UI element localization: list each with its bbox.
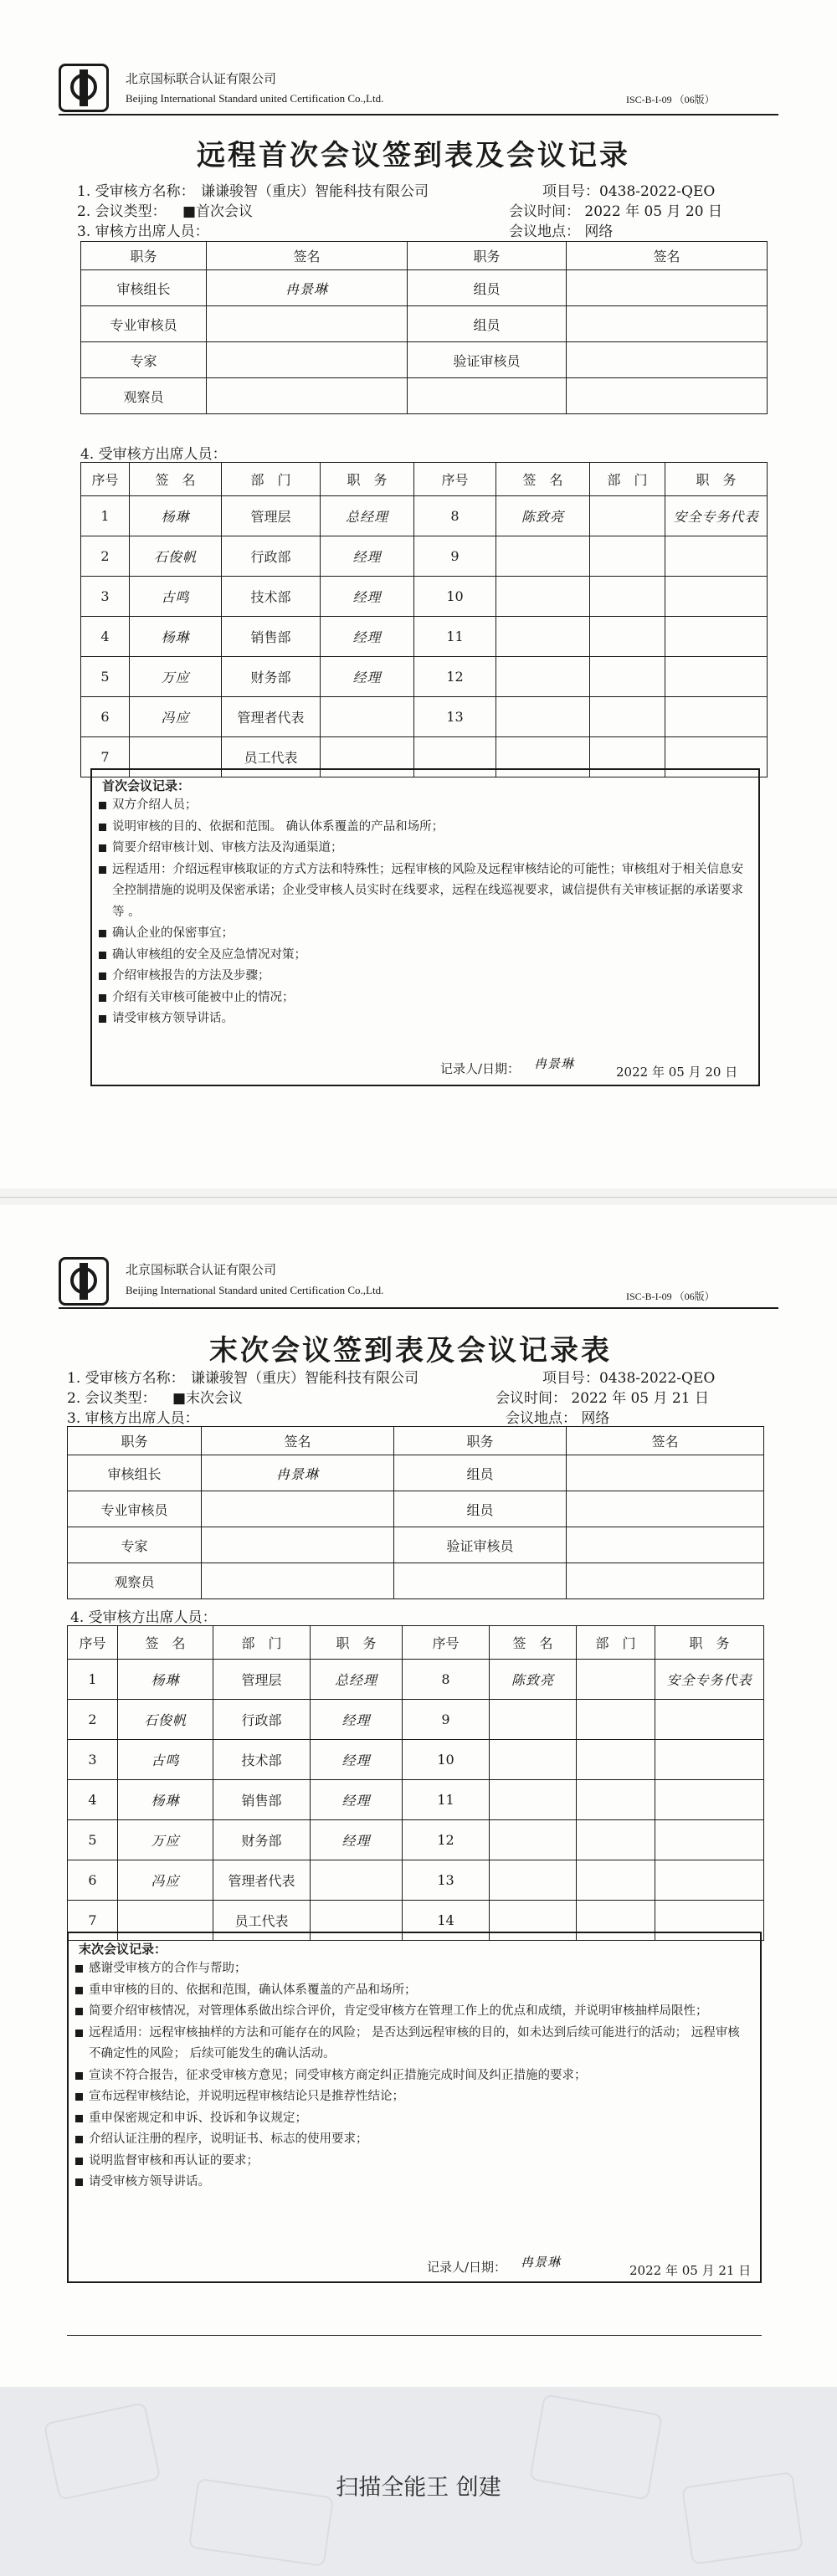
meeting-location: 会议地点： 网络 bbox=[506, 1410, 610, 1427]
list-item: 宣布远程审核结论，并说明远程审核结论只是推荐性结论； bbox=[74, 2086, 752, 2108]
signature-cell bbox=[496, 577, 590, 617]
closing-meeting-page bbox=[0, 1205, 837, 2387]
meeting-notes-box bbox=[67, 1932, 762, 2283]
row-number: 10 bbox=[403, 1740, 490, 1780]
signature-cell: 杨琳 bbox=[118, 1660, 213, 1700]
col-header: 签名 bbox=[202, 1427, 394, 1455]
department-cell bbox=[590, 617, 665, 657]
recorder-signature: 冉景琳 bbox=[534, 1056, 575, 1071]
signature-cell bbox=[496, 617, 590, 657]
position-cell: 安全专务代表 bbox=[665, 496, 768, 536]
signature-cell: 石俊帆 bbox=[118, 1700, 213, 1740]
row-number: 9 bbox=[403, 1700, 490, 1740]
signature-cell: 陈致亮 bbox=[490, 1660, 577, 1700]
row-number: 3 bbox=[68, 1740, 118, 1780]
notes-list bbox=[74, 1958, 752, 2194]
position-cell bbox=[655, 1780, 764, 1820]
signature-cell: 万应 bbox=[118, 1820, 213, 1860]
position-cell: 经理 bbox=[311, 1700, 403, 1740]
signature-cell bbox=[490, 1780, 577, 1820]
col-header: 序号 bbox=[81, 463, 130, 496]
client-attendees-label: 4. 受审核方出席人员： bbox=[70, 1609, 217, 1626]
table-row bbox=[68, 1820, 764, 1860]
list-item: 远程适用：介绍远程审核取证的方式方法和特殊性；远程审核的风险及远程审核结论的可能性；审核组对于相关信息安全控制措施的说明及保密承诺；企业受审核人员实时在线要求，远程在线巡视要求，诚信提供有关审核证据的承诺要求等 。 bbox=[97, 860, 750, 924]
signature-cell: 冯应 bbox=[118, 1860, 213, 1901]
meeting-location: 会议地点： 网络 bbox=[509, 223, 614, 240]
role-cell: 组员 bbox=[408, 306, 567, 342]
row-number: 11 bbox=[403, 1780, 490, 1820]
signature-cell: 冯应 bbox=[130, 697, 222, 737]
signature-cell: 陈致亮 bbox=[496, 496, 590, 536]
col-header: 职务 bbox=[408, 242, 567, 270]
client-attendees-label: 4. 受审核方出席人员： bbox=[80, 446, 227, 463]
signature-cell bbox=[567, 1455, 764, 1491]
position-cell bbox=[321, 697, 414, 737]
department-cell: 销售部 bbox=[222, 617, 321, 657]
table-row bbox=[81, 617, 768, 657]
role-cell: 组员 bbox=[394, 1455, 567, 1491]
row-number: 9 bbox=[414, 536, 496, 577]
signature-cell: 石俊帆 bbox=[130, 536, 222, 577]
col-header: 部 门 bbox=[222, 463, 321, 496]
col-header: 序号 bbox=[68, 1626, 118, 1660]
signature-cell bbox=[567, 306, 768, 342]
recorder-date: 2022 年 05 月 21 日 bbox=[629, 2263, 752, 2278]
table-row bbox=[81, 536, 768, 577]
org-name-cn: 北京国标联合认证有限公司 bbox=[126, 71, 277, 86]
page-title: 末次会议签到表及会议记录表 bbox=[209, 1334, 612, 1368]
role-cell: 验证审核员 bbox=[394, 1527, 567, 1563]
position-cell: 经理 bbox=[311, 1820, 403, 1860]
row-number: 6 bbox=[81, 697, 130, 737]
signature-cell bbox=[567, 1563, 764, 1599]
table-row bbox=[81, 577, 768, 617]
notes-list bbox=[97, 795, 750, 1030]
client-attendance-table bbox=[67, 1625, 764, 1941]
position-cell: 总经理 bbox=[321, 496, 414, 536]
page-title: 远程首次会议签到表及会议记录 bbox=[197, 139, 630, 172]
position-cell: 安全专务代表 bbox=[655, 1660, 764, 1700]
col-header: 签 名 bbox=[118, 1626, 213, 1660]
col-header: 签名 bbox=[567, 242, 768, 270]
row-number: 1 bbox=[68, 1660, 118, 1700]
role-cell bbox=[408, 378, 567, 414]
list-item: 简要介绍审核情况，对管理体系做出综合评价，肯定受审核方在管理工作上的优点和成绩，并说明审核抽样局限性； bbox=[74, 2001, 752, 2023]
department-cell: 技术部 bbox=[222, 577, 321, 617]
col-header: 职 务 bbox=[311, 1626, 403, 1660]
list-item: 介绍有关审核可能被中止的情况； bbox=[97, 988, 750, 1009]
position-cell bbox=[311, 1860, 403, 1901]
department-cell bbox=[590, 577, 665, 617]
auditor-attendees-label: 3. 审核方出席人员： bbox=[67, 1410, 199, 1427]
row-number: 1 bbox=[81, 496, 130, 536]
col-header: 签名 bbox=[567, 1427, 764, 1455]
signature-cell bbox=[567, 342, 768, 378]
recorder-date: 2022 年 05 月 20 日 bbox=[616, 1065, 738, 1080]
role-cell: 验证审核员 bbox=[408, 342, 567, 378]
auditor-attendance-table bbox=[80, 241, 768, 414]
list-item: 远程适用：远程审核抽样的方法和可能存在的风险； 是否达到远程审核的目的，如未达到后续可能进行的活动； 远程审核不确定性的风险； 后续可能发生的确认活动。 bbox=[74, 2023, 752, 2065]
role-cell bbox=[394, 1563, 567, 1599]
first-meeting-page bbox=[0, 0, 837, 1188]
row-number: 2 bbox=[81, 536, 130, 577]
meeting-notes-box bbox=[90, 768, 760, 1086]
row-number: 5 bbox=[68, 1820, 118, 1860]
role-cell: 审核组长 bbox=[68, 1455, 202, 1491]
col-header: 签 名 bbox=[496, 463, 590, 496]
role-cell: 组员 bbox=[394, 1491, 567, 1527]
list-item: 重申审核的目的、依据和范围，确认体系覆盖的产品和场所； bbox=[74, 1980, 752, 2002]
position-cell: 经理 bbox=[321, 536, 414, 577]
row-number: 6 bbox=[68, 1860, 118, 1901]
col-header: 部 门 bbox=[590, 463, 665, 496]
list-item: 说明审核的目的、依据和范围。 确认体系覆盖的产品和场所； bbox=[97, 817, 750, 839]
position-cell bbox=[665, 577, 768, 617]
signature-cell bbox=[496, 536, 590, 577]
position-cell bbox=[655, 1700, 764, 1740]
meeting-time: 会议时间： 2022 年 05 月 20 日 bbox=[509, 203, 722, 220]
signature-cell bbox=[496, 697, 590, 737]
list-item: 宣读不符合报告，征求受审核方意见；同受审核方商定纠正措施完成时间及纠正措施的要求； bbox=[74, 2065, 752, 2087]
department-cell bbox=[577, 1700, 655, 1740]
signature-cell: 冉景琳 bbox=[202, 1455, 394, 1491]
col-header: 部 门 bbox=[577, 1626, 655, 1660]
list-item: 说明监督审核和再认证的要求； bbox=[74, 2151, 752, 2173]
signature-cell bbox=[207, 342, 408, 378]
department-cell bbox=[577, 1860, 655, 1901]
signature-cell bbox=[567, 1491, 764, 1527]
signature-cell bbox=[490, 1860, 577, 1901]
header-rule bbox=[59, 1307, 778, 1309]
department-cell bbox=[577, 1820, 655, 1860]
table-row bbox=[68, 1780, 764, 1820]
col-header: 序号 bbox=[403, 1626, 490, 1660]
project-number: 项目号：0438-2022-QEO bbox=[542, 183, 716, 200]
department-cell: 管理者代表 bbox=[213, 1860, 311, 1901]
list-item: 请受审核方领导讲话。 bbox=[74, 2172, 752, 2194]
department-cell: 行政部 bbox=[222, 536, 321, 577]
department-cell: 管理层 bbox=[213, 1660, 311, 1700]
department-cell: 员工代表 bbox=[213, 1901, 311, 1941]
role-cell: 专家 bbox=[68, 1527, 202, 1563]
department-cell bbox=[590, 657, 665, 697]
row-number: 4 bbox=[68, 1780, 118, 1820]
col-header: 职 务 bbox=[321, 463, 414, 496]
signature-cell: 杨琳 bbox=[130, 617, 222, 657]
list-item: 介绍认证注册的程序，说明证书、标志的使用要求； bbox=[74, 2129, 752, 2151]
auditor-attendees-label: 3. 审核方出席人员： bbox=[77, 223, 209, 240]
doc-number: ISC-B-I-09 （06版） bbox=[626, 1291, 715, 1302]
department-cell bbox=[577, 1660, 655, 1700]
notes-title: 首次会议记录： bbox=[102, 778, 191, 793]
list-item: 重申保密规定和申诉、投诉和争议规定； bbox=[74, 2108, 752, 2130]
row-number: 7 bbox=[68, 1901, 118, 1941]
table-row bbox=[68, 1860, 764, 1901]
role-cell: 专业审核员 bbox=[81, 306, 207, 342]
position-cell bbox=[665, 617, 768, 657]
signature-cell: 杨琳 bbox=[130, 496, 222, 536]
col-header: 签名 bbox=[207, 242, 408, 270]
client-name: 谦谦骏智（重庆）智能科技有限公司 bbox=[201, 183, 429, 200]
position-cell bbox=[665, 657, 768, 697]
department-cell: 行政部 bbox=[213, 1700, 311, 1740]
position-cell: 经理 bbox=[321, 577, 414, 617]
row-number: 11 bbox=[414, 617, 496, 657]
meeting-type-label: 2. 会议类型： bbox=[77, 203, 167, 220]
department-cell bbox=[590, 536, 665, 577]
recorder-signature: 冉景琳 bbox=[521, 2255, 562, 2270]
col-header: 签 名 bbox=[130, 463, 222, 496]
position-cell: 经理 bbox=[311, 1740, 403, 1780]
role-cell: 观察员 bbox=[81, 378, 207, 414]
row-number: 4 bbox=[81, 617, 130, 657]
department-cell bbox=[590, 697, 665, 737]
row-number: 13 bbox=[414, 697, 496, 737]
department-cell: 员工代表 bbox=[222, 737, 321, 777]
row-number: 8 bbox=[414, 496, 496, 536]
list-item: 感谢受审核方的合作与帮助； bbox=[74, 1958, 752, 1980]
project-number: 项目号：0438-2022-QEO bbox=[542, 1370, 716, 1387]
position-cell: 总经理 bbox=[311, 1660, 403, 1700]
signature-cell bbox=[490, 1740, 577, 1780]
table-row bbox=[68, 1700, 764, 1740]
col-header: 职务 bbox=[81, 242, 207, 270]
company-logo-icon bbox=[59, 64, 109, 112]
signature-cell: 冉景琳 bbox=[207, 270, 408, 306]
role-cell: 专家 bbox=[81, 342, 207, 378]
col-header: 签 名 bbox=[490, 1626, 577, 1660]
position-cell: 经理 bbox=[311, 1780, 403, 1820]
row-number: 5 bbox=[81, 657, 130, 697]
doc-number: ISC-B-I-09 （06版） bbox=[626, 94, 715, 105]
signature-cell: 万应 bbox=[130, 657, 222, 697]
signature-cell bbox=[567, 378, 768, 414]
recorder-label: 记录人/日期： bbox=[440, 1061, 521, 1076]
signature-cell bbox=[567, 270, 768, 306]
signature-cell: 古鸣 bbox=[130, 577, 222, 617]
client-name-label: 1. 受审核方名称： bbox=[77, 183, 195, 200]
org-name-cn: 北京国标联合认证有限公司 bbox=[126, 1262, 277, 1277]
role-cell: 审核组长 bbox=[81, 270, 207, 306]
bottom-rule bbox=[67, 2335, 762, 2336]
role-cell: 专业审核员 bbox=[68, 1491, 202, 1527]
row-number: 12 bbox=[414, 657, 496, 697]
table-row bbox=[68, 1740, 764, 1780]
client-name-label: 1. 受审核方名称： bbox=[67, 1370, 185, 1387]
position-cell: 经理 bbox=[321, 657, 414, 697]
company-logo-icon bbox=[59, 1257, 109, 1306]
position-cell bbox=[655, 1820, 764, 1860]
table-row bbox=[81, 496, 768, 536]
row-number: 10 bbox=[414, 577, 496, 617]
row-number: 8 bbox=[403, 1660, 490, 1700]
row-number: 7 bbox=[81, 737, 130, 777]
signature-cell bbox=[207, 306, 408, 342]
department-cell: 销售部 bbox=[213, 1780, 311, 1820]
signature-cell: 古鸣 bbox=[118, 1740, 213, 1780]
row-number: 12 bbox=[403, 1820, 490, 1860]
table-row bbox=[68, 1660, 764, 1700]
signature-cell bbox=[207, 378, 408, 414]
col-header: 序号 bbox=[414, 463, 496, 496]
position-cell bbox=[655, 1860, 764, 1901]
header-rule bbox=[59, 114, 778, 115]
client-name: 谦谦骏智（重庆）智能科技有限公司 bbox=[191, 1370, 418, 1387]
col-header: 职 务 bbox=[655, 1626, 764, 1660]
org-name-en: Beijing International Standard united Certification Co.,Ltd. bbox=[126, 1284, 384, 1296]
position-cell bbox=[655, 1740, 764, 1780]
department-cell: 财务部 bbox=[222, 657, 321, 697]
department-cell: 技术部 bbox=[213, 1740, 311, 1780]
recorder-label: 记录人/日期： bbox=[427, 2260, 507, 2275]
col-header: 职务 bbox=[68, 1427, 202, 1455]
client-attendance-table bbox=[80, 462, 768, 777]
col-header: 职 务 bbox=[665, 463, 768, 496]
row-number: 2 bbox=[68, 1700, 118, 1740]
row-number: 13 bbox=[403, 1860, 490, 1901]
col-header: 职务 bbox=[394, 1427, 567, 1455]
department-cell bbox=[590, 496, 665, 536]
list-item: 请受审核方领导讲话。 bbox=[97, 1008, 750, 1030]
position-cell bbox=[665, 697, 768, 737]
department-cell: 管理者代表 bbox=[222, 697, 321, 737]
table-row bbox=[81, 657, 768, 697]
department-cell: 管理层 bbox=[222, 496, 321, 536]
signature-cell bbox=[202, 1527, 394, 1563]
signature-cell bbox=[202, 1563, 394, 1599]
signature-cell bbox=[202, 1491, 394, 1527]
position-cell bbox=[665, 536, 768, 577]
department-cell bbox=[577, 1780, 655, 1820]
department-cell: 财务部 bbox=[213, 1820, 311, 1860]
list-item: 简要介绍审核计划、审核方法及沟通渠道； bbox=[97, 838, 750, 860]
meeting-time: 会议时间： 2022 年 05 月 21 日 bbox=[496, 1390, 709, 1407]
table-row bbox=[81, 697, 768, 737]
meeting-type: ■末次会议 bbox=[172, 1390, 244, 1407]
list-item: 确认企业的保密事宜； bbox=[97, 923, 750, 945]
role-cell: 观察员 bbox=[68, 1563, 202, 1599]
meeting-type: ■首次会议 bbox=[182, 203, 254, 220]
list-item: 介绍审核报告的方法及步骤； bbox=[97, 966, 750, 988]
signature-cell bbox=[496, 657, 590, 697]
scanner-watermark-footer bbox=[0, 2387, 837, 2576]
notes-title: 末次会议记录： bbox=[79, 1942, 167, 1957]
department-cell bbox=[577, 1740, 655, 1780]
auditor-attendance-table bbox=[67, 1426, 764, 1599]
row-number: 3 bbox=[81, 577, 130, 617]
signature-cell bbox=[567, 1527, 764, 1563]
scanner-brand-text: 扫描全能王 创建 bbox=[336, 2475, 501, 2501]
signature-cell bbox=[490, 1700, 577, 1740]
meeting-type-label: 2. 会议类型： bbox=[67, 1390, 157, 1407]
signature-cell: 杨琳 bbox=[118, 1780, 213, 1820]
position-cell: 经理 bbox=[321, 617, 414, 657]
role-cell: 组员 bbox=[408, 270, 567, 306]
signature-cell bbox=[490, 1820, 577, 1860]
page-divider bbox=[0, 1197, 837, 1198]
row-number: 14 bbox=[403, 1901, 490, 1941]
list-item: 双方介绍人员； bbox=[97, 795, 750, 817]
col-header: 部 门 bbox=[213, 1626, 311, 1660]
list-item: 确认审核组的安全及应急情况对策； bbox=[97, 945, 750, 967]
org-name-en: Beijing International Standard united Certification Co.,Ltd. bbox=[126, 92, 384, 105]
